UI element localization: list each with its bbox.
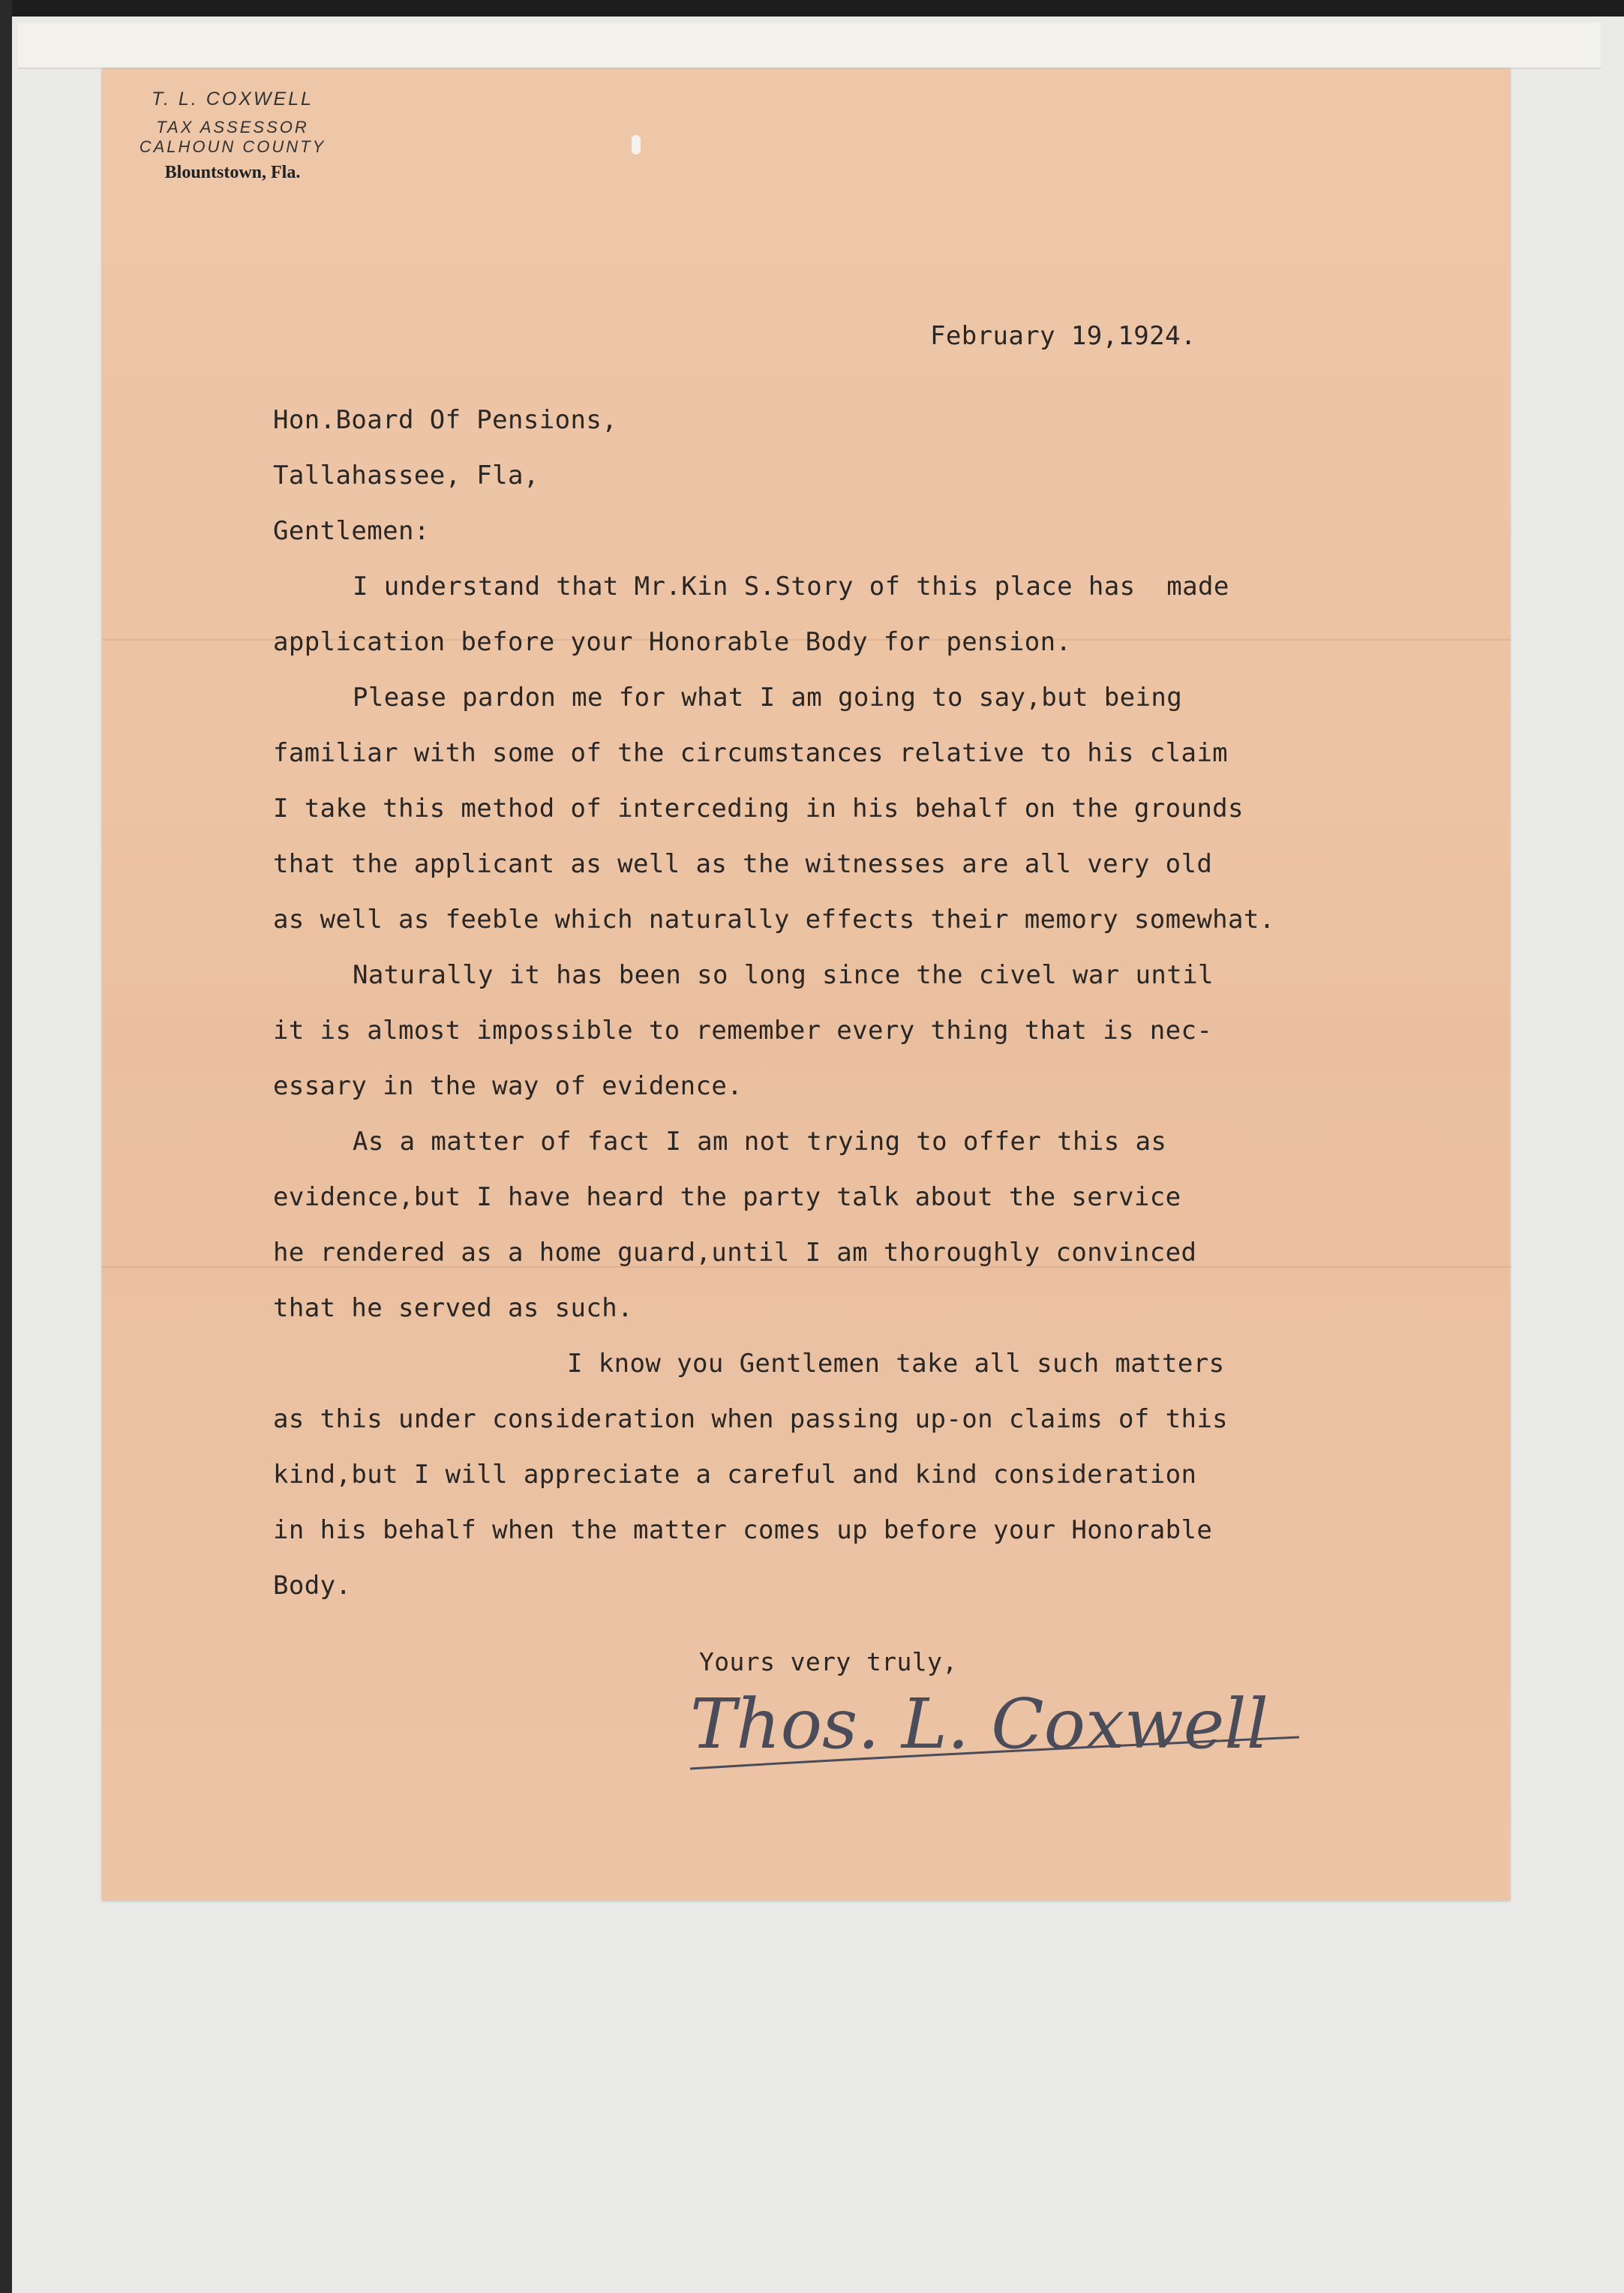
scanner-top-edge (0, 0, 1624, 17)
body-line: familiar with some of the circumstances relative to his claim (273, 738, 1229, 768)
body-line: As a matter of fact I am not trying to offer this as (353, 1127, 1167, 1157)
letterhead (113, 89, 353, 183)
body-line: he rendered as a home guard,until I am thoroughly convinced (273, 1238, 1197, 1268)
handwritten-signature (684, 1665, 1337, 1785)
body-line: Naturally it has been so long since the civel war until (353, 960, 1214, 990)
body-line: I take this method of interceding in his behalf on the grounds (273, 794, 1244, 824)
addressee-line: Tallahassee, Fla, (273, 461, 539, 491)
letterhead-county: CALHOUN COUNTY (139, 137, 326, 156)
paper-tear (632, 135, 641, 155)
body-line: evidence,but I have heard the party talk about the service (273, 1182, 1181, 1212)
closing: Yours very truly, (699, 1647, 958, 1676)
body-line: kind,but I will appreciate a careful and kind consideration (273, 1460, 1197, 1490)
letterhead-title: TAX ASSESSOR (156, 118, 309, 137)
letterhead-name: T. L. COXWELL (152, 89, 314, 110)
body-line: Please pardon me for what I am going to say,but being (353, 683, 1183, 713)
body-line: Body. (273, 1571, 352, 1601)
body-line: I know you Gentlemen take all such matters (567, 1349, 1225, 1379)
letterhead-city: Blountstown, Fla. (164, 163, 301, 182)
body-line: it is almost impossible to remember every thing that is nec- (273, 1016, 1213, 1046)
scanner-left-edge (0, 0, 12, 2293)
body-line: application before your Honorable Body for pension. (273, 627, 1072, 657)
salutation: Gentlemen: (273, 516, 430, 546)
signature-text: Thos. L. Coxwell (690, 1684, 1268, 1764)
body-line: that he served as such. (273, 1293, 634, 1323)
body-line: that the applicant as well as the witnesses are all very old (273, 849, 1213, 879)
body-line: in his behalf when the matter comes up before your Honorable (273, 1515, 1213, 1545)
backing-paper-strip (18, 23, 1601, 69)
body-line: I understand that Mr.Kin S.Story of this place has made (353, 572, 1229, 602)
body-line: as well as feeble which naturally effects their memory somewhat. (273, 905, 1275, 935)
body-line: as this under consideration when passing up-on claims of this (273, 1404, 1229, 1434)
letter-date: February 19,1924. (930, 321, 1196, 351)
addressee-line: Hon.Board Of Pensions, (273, 405, 618, 435)
body-line: essary in the way of evidence. (273, 1071, 743, 1101)
